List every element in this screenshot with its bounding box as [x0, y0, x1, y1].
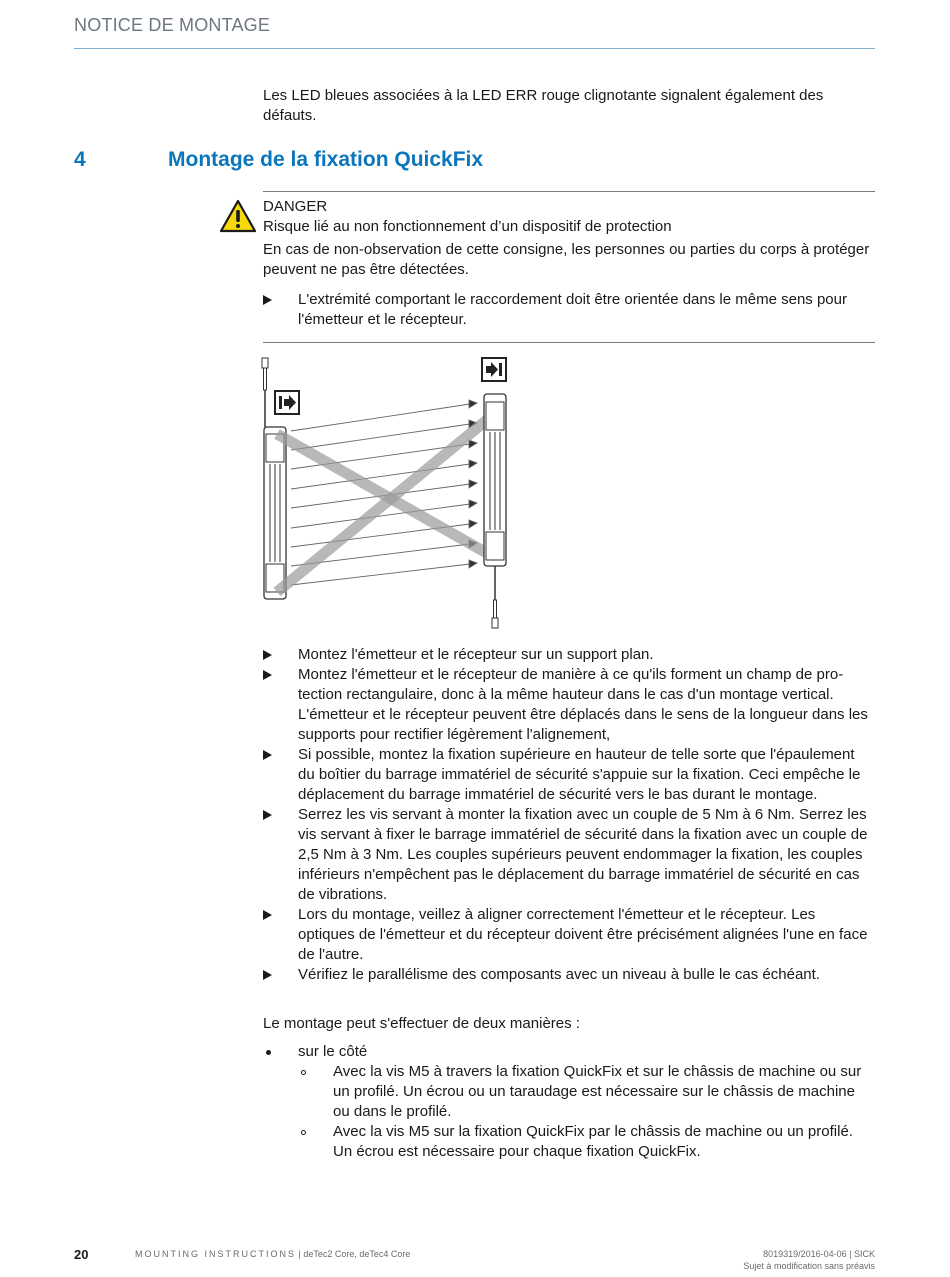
danger-action-text: L'extrémité comportant le raccordement doit être orientée dans le même sens pour l'émetteur et le récepteur.: [298, 291, 847, 328]
danger-subtitle: Risque lié au non fonctionnement d’un dispositif de protection: [263, 218, 672, 235]
step-item: [263, 745, 875, 805]
arrow-bullet-icon: [263, 295, 272, 305]
danger-actions: [263, 290, 875, 330]
footer-notice: Sujet à modification sans préavis: [743, 1261, 875, 1271]
footer-doc-type: MOUNTING INSTRUCTIONS: [135, 1249, 296, 1259]
header-title: NOTICE DE MONTAGE: [74, 15, 271, 35]
footer-document-title: [135, 1249, 410, 1259]
footer-doc-product: | deTec2 Core, deTec4 Core: [296, 1249, 411, 1259]
arrow-bullet-icon: [263, 670, 272, 680]
danger-top-rule: [263, 191, 875, 192]
suboption-item: [298, 1062, 875, 1122]
light-curtain-mounting-figure: [255, 352, 525, 637]
arrow-bullet-icon: [263, 650, 272, 660]
danger-bottom-rule: [263, 342, 875, 343]
arrow-bullet-icon: [263, 970, 272, 980]
mounting-option-item: [263, 1042, 875, 1162]
arrow-bullet-icon: [263, 810, 272, 820]
danger-action-item: [263, 290, 875, 330]
circle-bullet-icon: [301, 1070, 306, 1075]
step-text: Serrez les vis servant à monter la fixation avec un couple de 5 Nm à 6 Nm. Serrez les vis servant à fixer le barrage immatériel de sécurité dans la fixation avec un couple de 2,5 Nm à 3 Nm. Les couples supérieurs peuvent endommager la fixation, les couples inférieurs n'empêchent pas le déplacement du barrage immatériel de sécurité en cas de vibrations.: [298, 806, 868, 903]
mounting-option-text: sur le côté: [298, 1043, 368, 1060]
step-item: [263, 645, 875, 665]
emitter-symbol-icon: [275, 391, 299, 414]
step-text: Si possible, montez la fixation supérieure en hauteur de telle sorte que l'épaulement du boîtier du barrage immatériel de sécurité s'appuie sur la fixation. Ceci empêche le déplacement du barrage immatériel de sécurité vers le bas durant le montage.: [298, 746, 861, 803]
mounting-steps-list: [263, 645, 875, 985]
mounting-intro: Le montage peut s'effectuer de deux manières :: [263, 1015, 580, 1032]
emitter-unit: [264, 427, 286, 599]
step-item: [263, 805, 875, 905]
step-text: Lors du montage, veillez à aligner correctement l'émetteur et le récepteur. Les optiques de l'émetteur et du récepteur doivent être précisément alignées l'une en face de l'autre.: [298, 906, 868, 963]
danger-notice: [263, 197, 875, 330]
page-number: 20: [74, 1247, 89, 1262]
step-item: [263, 905, 875, 965]
receiver-unit: [484, 394, 506, 566]
step-text: Montez l'émetteur et le récepteur sur un support plan.: [298, 646, 654, 663]
circle-bullet-icon: [301, 1130, 306, 1135]
section-number: 4: [74, 148, 86, 171]
intro-paragraph: Les LED bleues associées à la LED ERR rouge clignotante signalent également des défauts.: [263, 87, 824, 124]
arrow-bullet-icon: [263, 750, 272, 760]
mounting-options: [263, 1042, 875, 1162]
step-item: [263, 665, 875, 745]
header-rule: [74, 48, 875, 49]
section-title: Montage de la fixation QuickFix: [168, 148, 484, 171]
step-item: [263, 965, 875, 985]
danger-body: En cas de non-observation de cette consigne, les personnes ou parties du corps à protéger peuvent ne pas être détectées.: [263, 241, 870, 278]
suboption-item: [298, 1122, 875, 1162]
receiver-symbol-icon: [482, 358, 506, 381]
warning-triangle-icon: [219, 199, 257, 233]
suboption-text: Avec la vis M5 sur la fixation QuickFix par le châssis de machine ou un profilé. Un écrou est nécessaire pour chaque fixation QuickFix.: [333, 1123, 853, 1160]
footer-reference: [743, 1248, 875, 1272]
step-text: Montez l'émetteur et le récepteur de manière à ce qu'ils forment un champ de protection rectangulaire, donc à la même hauteur dans le cas d'un montage vertical. L'émetteur et le récepteur peuvent être déplacés dans le sens de la longueur dans les supports pour rectifier légèrement l'alignement,: [298, 666, 868, 743]
footer-doc-ref: 8019319/2016-04-06 | SICK: [763, 1249, 875, 1259]
step-text: Vérifiez le parallélisme des composants avec un niveau à bulle le cas échéant.: [298, 966, 820, 983]
mounting-suboptions: [298, 1062, 875, 1162]
suboption-text: Avec la vis M5 à travers la fixation QuickFix et sur le châssis de machine ou sur un profilé. Un écrou ou un taraudage est nécessaire sur le châssis de machine ou dans le profilé.: [333, 1063, 862, 1120]
danger-label: DANGER: [263, 198, 328, 215]
arrow-bullet-icon: [263, 910, 272, 920]
bullet-dot-icon: [266, 1050, 271, 1055]
